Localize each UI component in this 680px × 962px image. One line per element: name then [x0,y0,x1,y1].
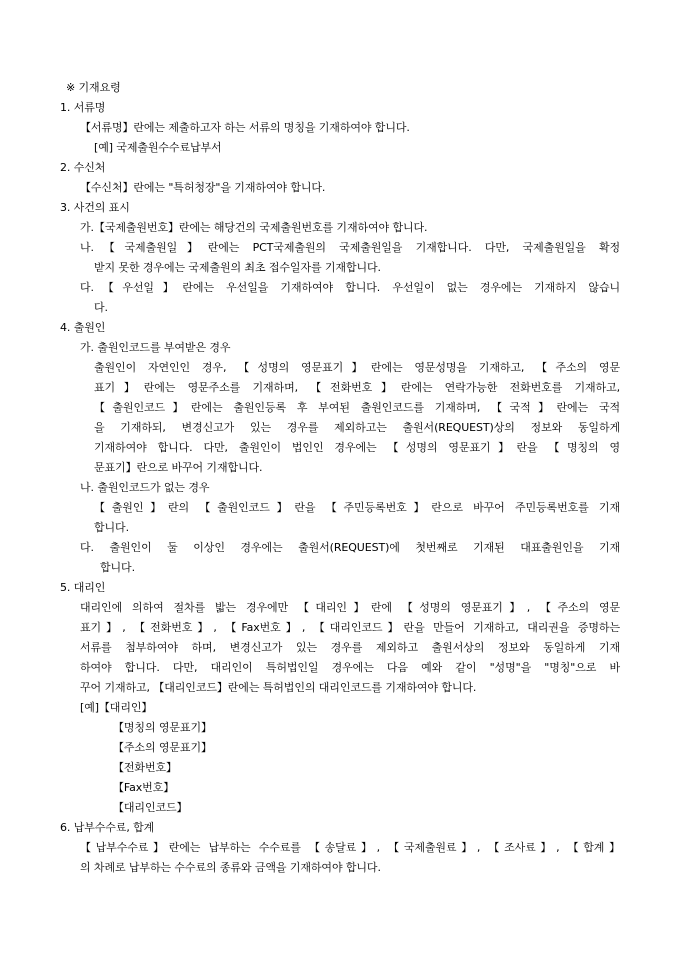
section-example: [예]【대리인】 [80,701,153,714]
section-text: 기재하여야 합니다. 다만, 출원인이 법인인 경우에는 【성명의 영문표기】란을 【명칭의 영 [94,441,620,454]
page-title: ※ 기재요령 [66,81,121,94]
section-text: 출원인이 자연인인 경우, 【성명의 영문표기】란에는 영문성명을 기재하고, 【주소의 영문 [94,361,620,374]
section-text: 대리인에 의하여 절차를 밟는 경우에만 【대리인】란에 【성명의 영문표기】, 【주소의 영문 [80,601,620,614]
subsection-heading: 나. 출원인코드가 없는 경우 [80,481,210,494]
subsection-heading: 가. 출원인코드를 부여받은 경우 [80,341,231,354]
section-text: 의 차례로 납부하는 수수료의 종류와 금액을 기재하여야 합니다. [80,861,381,874]
example-field: 【Fax번호】 [113,781,175,794]
section-text: 나.【국제출원일】란에는 PCT국제출원의 국제출원일을 기재합니다. 다만, 국제출원일을 확정 [80,241,620,254]
section-text: 을 기재하되, 변경신고가 있는 경우를 제외하고는 출원서(REQUEST)상의 정보와 동일하게 [94,421,620,434]
section-text: 【출원인】란의 【출원인코드】란을 【주민등록번호】란으로 바꾸어 주민등록번호를 기재 [94,501,620,514]
section-text: 문표기】란으로 바꾸어 기재합니다. [94,461,263,474]
section-text: 【수신처】란에는 "특허청장"을 기재하여야 합니다. [80,181,326,194]
section-heading: 6. 납부수수료, 합계 [60,821,155,834]
section-example: [예] 국제출원수수료납부서 [94,141,222,154]
section-text: 다. [94,301,108,314]
section-text: 하여야 합니다. 다만, 대리인이 특허법인일 경우에는 다음 예와 같이 "성명"을 "명칭"으로 바 [80,661,620,674]
example-field: 【명칭의 영문표기】 [113,721,212,734]
section-heading: 4. 출원인 [60,321,106,334]
section-text: 【서류명】란에는 제출하고자 하는 서류의 명칭을 기재하여야 합니다. [80,121,410,134]
section-heading: 2. 수신처 [60,161,106,174]
section-text: 합니다. [100,561,135,574]
section-text: 서류를 첨부하여야 하며, 변경신고가 있는 경우를 제외하고 출원서상의 정보와 동일하게 기재 [80,641,620,654]
example-field: 【주소의 영문표기】 [113,741,212,754]
section-text: 합니다. [94,521,129,534]
section-text: 받지 못한 경우에는 국제출원의 최초 접수일자를 기재합니다. [94,261,381,274]
example-field: 【대리인코드】 [113,801,188,814]
section-text: 표기】, 【전화번호】, 【Fax번호】, 【대리인코드】란을 만들어 기재하고, 대리권을 증명하는 [80,621,620,634]
section-text: 가.【국제출원번호】란에는 해당건의 국제출원번호를 기재하여야 합니다. [80,221,428,234]
section-text: 표기】란에는 영문주소를 기재하며, 【전화번호】란에는 연락가능한 전화번호를 기재하고, [94,381,620,394]
example-field: 【전화번호】 [113,761,177,774]
section-heading: 5. 대리인 [60,581,106,594]
section-text: 【납부수수료】란에는 납부하는 수수료를 【송달료】, 【국제출원료】, 【조사료】, 【합계】 [80,841,620,854]
subsection-heading: 다. 출원인이 둘 이상인 경우에는 출원서(REQUEST)에 첫번째로 기재된 대표출원인을 기재 [80,541,620,554]
section-text: 【출원인코드】란에는 출원인등록 후 부여된 출원인코드를 기재하며, 【국적】란에는 국적 [94,401,620,414]
section-heading: 1. 서류명 [60,101,106,114]
section-text: 꾸어 기재하고, 【대리인코드】란에는 특허법인의 대리인코드를 기재하여야 합니다. [80,681,477,694]
section-heading: 3. 사건의 표시 [60,201,130,214]
section-text: 다.【우선일】란에는 우선일을 기재하여야 합니다. 우선일이 없는 경우에는 기재하지 않습니 [80,281,620,294]
